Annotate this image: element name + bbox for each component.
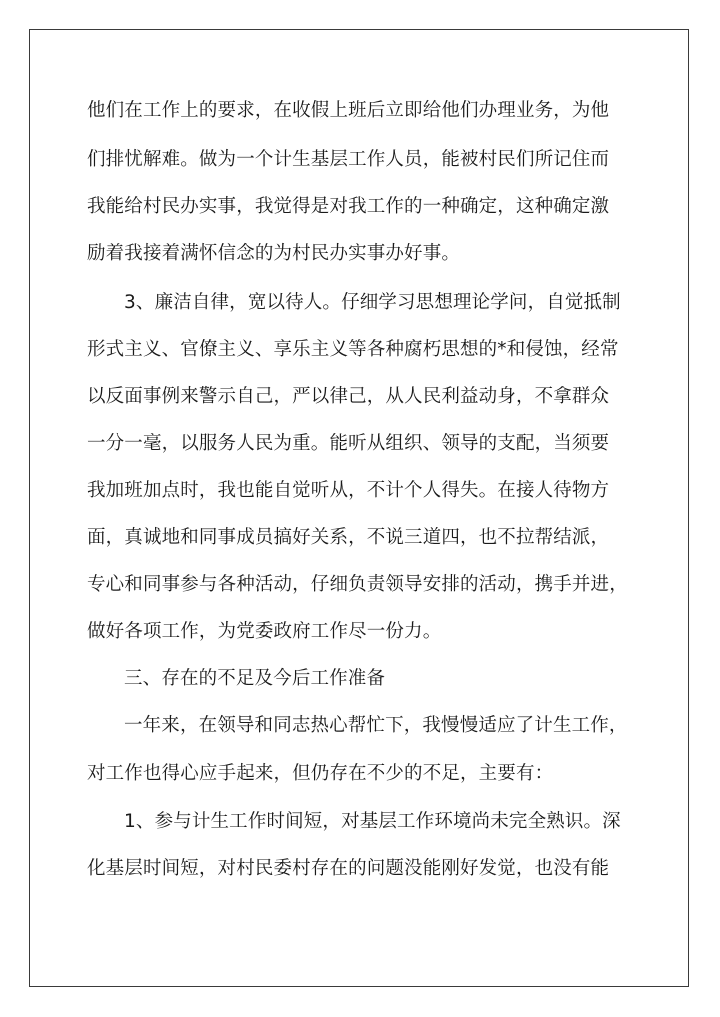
paragraph-line-3: 我能给村民办实事，我觉得是对我工作的一种确定，这种确定激 [87,196,610,217]
section-heading: 三、存在的不足及今后工作准备 [124,668,386,689]
paragraph-line-11: 专心和同事参与各种活动，仔细负责领导安排的活动，携手并进， [87,574,628,595]
paragraph-line-5: 3、廉洁自律，宽以待人。仔细学习思想理论学问，自觉抵制 [124,292,621,313]
paragraph-line-7: 以反面事例来警示自己，严以律己，从人民利益动身，不拿群众 [87,386,610,407]
page-border [29,29,689,987]
paragraph-line-6: 形式主义、官僚主义、享乐主义等各种腐朽思想的*和侵蚀，经常 [87,339,619,360]
paragraph-line-13: 一年来，在领导和同志热心帮忙下，我慢慢适应了计生工作， [124,715,628,736]
paragraph-line-1: 他们在工作上的要求，在收假上班后立即给他们办理业务，为他 [87,100,610,121]
paragraph-line-4: 励着我接着满怀信念的为村民办实事办好事。 [87,243,461,264]
paragraph-line-8: 一分一毫，以服务人民为重。能听从组织、领导的支配，当须要 [87,433,610,454]
paragraph-line-15: 1、参与计生工作时间短，对基层工作环境尚未完全熟识。深 [124,811,621,832]
paragraph-line-12: 做好各项工作，为党委政府工作尽一份力。 [87,621,442,642]
paragraph-line-9: 我加班加点时，我也能自觉听从，不计个人得失。在接人待物方 [87,480,610,501]
paragraph-line-14: 对工作也得心应手起来，但仍存在不少的不足，主要有： [87,763,554,784]
paragraph-line-2: 们排忧解难。做为一个计生基层工作人员，能被村民们所记住而 [87,149,610,170]
paragraph-line-10: 面，真诚地和同事成员搞好关系，不说三道四，也不拉帮结派， [87,527,610,548]
paragraph-line-16: 化基层时间短，对村民委村存在的问题没能刚好发觉，也没有能 [87,858,610,879]
